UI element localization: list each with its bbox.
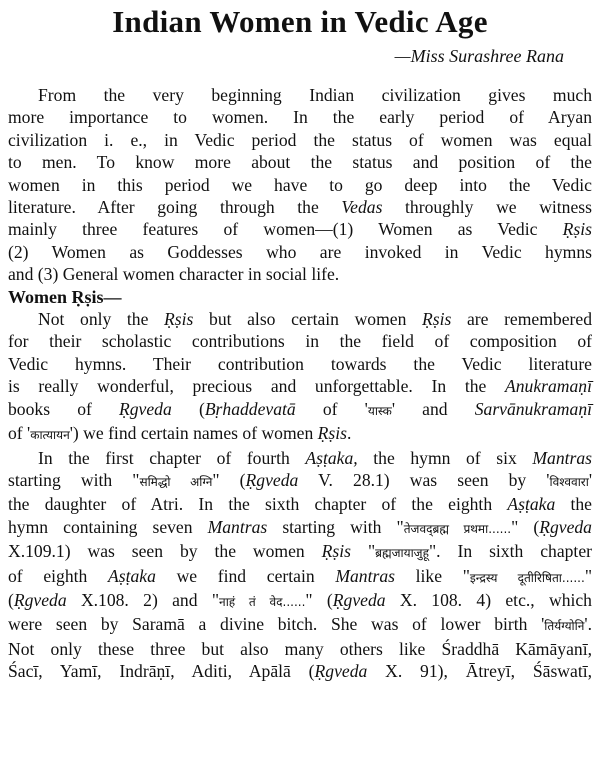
page-title: Indian Women in Vedic Age: [112, 4, 488, 39]
text-line: X.109.1) was seen by the women Ṛṣis "ब्रह्मजायाजुहू". In sixth chapter: [8, 541, 592, 562]
text-line: the daughter of Atri. In the sixth chapter of the eighth Aṣṭaka the: [8, 494, 592, 515]
paragraph-women-rsis: [8, 308, 592, 446]
text-line: starting with "समिद्धो अग्नि" (Ṛgveda V. 28.1) was seen by 'विश्ववारा': [8, 469, 592, 490]
author-byline: —Miss Surashree Rana: [394, 46, 564, 66]
text-line: hymn containing seven Mantras starting with "तेजवद्ब्रह्म प्रथमा......" (Ṛgveda: [8, 516, 592, 537]
text-line: Śacī, Yamī, Indrāṇī, Aditi, Apālā (Ṛgveda X. 91), Ātreyī, Śāswatī,: [8, 661, 592, 682]
text-line: Vedic hymns. Their contribution towards the Vedic literature: [8, 353, 592, 374]
paragraph-first-chapter: [8, 447, 592, 683]
section-heading: Women Ṛṣis—: [8, 286, 122, 307]
text-line: for their scholastic contributions in the field of composition of: [8, 331, 592, 352]
text-line: books of Ṛgveda (Bṛhaddevatā of 'यास्क' and Sarvānukramaṇī: [8, 398, 592, 419]
text-line: of eighth Aṣṭaka we find certain Mantras like "इन्द्रस्य दूतीरिषिता......": [8, 565, 592, 586]
text-line: (2) Women as Goddesses who are invoked in Vedic hymns: [8, 241, 592, 262]
text-line: From the very beginning Indian civilization gives much: [38, 85, 592, 105]
article-body: [8, 84, 592, 683]
paragraph-intro: [8, 84, 592, 286]
text-line: to men. To know more about the status and position of the: [8, 152, 592, 173]
text-line: literature. After going through the Vedas throughly we witness: [8, 197, 592, 218]
text-line: Not only the Ṛṣis but also certain women Ṛṣis are remembered: [38, 309, 592, 330]
text-line: is really wonderful, precious and unforgettable. In the Anukramaṇī: [8, 376, 592, 397]
text-line: civilization i. e., in Vedic period the status of women was equal: [8, 129, 592, 150]
text-line: more importance to women. In the early period of Aryan: [8, 107, 592, 128]
text-line: women in this period we have to go deep into the Vedic: [8, 174, 592, 195]
text-line: Not only these three but also many others like Śraddhā Kāmāyanī,: [8, 638, 592, 659]
text-line: (Ṛgveda X.108. 2) and "नाहं तं वेद......" (Ṛgveda X. 108. 4) etc., which: [8, 589, 592, 610]
text-line: In the first chapter of fourth Aṣṭaka, the hymn of six Mantras: [38, 447, 593, 468]
text-line: mainly three features of women—(1) Women as Vedic Ṛṣis: [8, 219, 592, 240]
text-line: and (3) General women character in social life.: [8, 264, 340, 285]
text-line: were seen by Saramā a divine bitch. She was of lower birth 'तिर्यग्योनि'.: [8, 614, 592, 635]
text-line: of 'कात्यायन') we find certain names of women Ṛṣis.: [8, 423, 352, 444]
